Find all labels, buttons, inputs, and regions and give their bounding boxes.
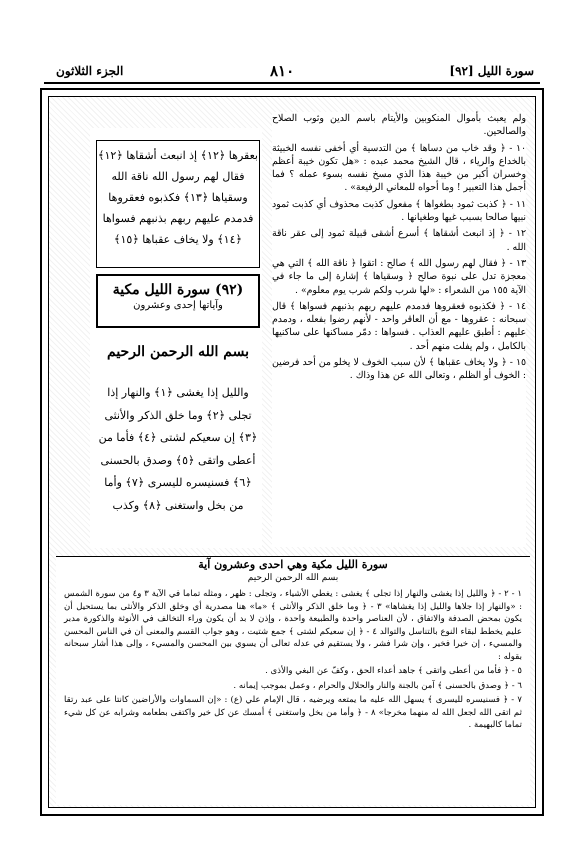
basmala: بسم الله الرحمن الرحيم [96,344,260,374]
surah-name: (٩٢) سورة الليل مكية [112,282,244,298]
surah-reference: سورة الليل [٩٢] [449,64,534,78]
commentary-paragraph: ولم يعبث بأموال المنكوبين والأيتام باسم الدين وثوب الصلاح والصالحين. [272,113,526,138]
surah-title-box [96,274,260,328]
commentary-paragraph: ١٥ - ﴿ ولا يخاف عقباها ﴾ لأن سبب الخوف لا يخلو من أحد فرضين : الخوف أو الظلم ، وتعالى الله عن هذا وذاك . [272,357,526,382]
commentary-paragraph: ١١ - ﴿ كذبت ثمود بطغواها ﴾ مفعول كذبت محذوف أي كذبت ثمود نبيها صالحا بسبب غيها وطغيانها . [272,198,526,224]
bottom-paragraph: ٦ - ﴿ وصدق بالحسنى ﴾ آمن بالجنة والنار والحلال والحرام ، وعمل بموجب إيمانه . [233,680,522,691]
commentary-paragraph: ١٢ - ﴿ إذ انبعث أشقاها ﴾ أسرع أشقى قبيلة ثمود إلى عقر ناقة الله . [272,228,526,253]
commentary-paragraph: ١٤ - ﴿ فكذبوه فعقروها فدمدم عليهم ربهم بذنبهم فسواها ﴾ قال سبحانه : عقروها - مع أن العاقر واحد - لأنهم رضوا بفعله ، ودمدم عليهم : أطبق عليهم العذاب . فسواها : دمّر مساكنها على ساكنيها بالكامل ، ولم يفلت منهم أحد . [272,300,526,352]
juz-label: الجزء الثلاثون [56,64,124,78]
commentary-paragraph: ١٠ - ﴿ وقد خاب من دساها ﴾ من التدسية أي أخفى نفسه الخبيثة بالخداع والرياء ، قال الشيخ محمد عبده : «هل تكون خيبة أعظم وخسران أكبر من خيبة هذا الذي مسخ نفسه بسوء عمله ؟ فما أجمل هذا التعبير ! وما أحواه للمعاني الرفيعة» . [272,142,526,194]
bottom-title: سورة الليل مكية وهي احدى وعشرون آية [198,558,388,571]
bottom-paragraph: ٥ - ﴿ فأما من أعطى واتقى ﴾ جاهد أعداء الحق ، وكفّ عن البغي والأذى . [265,666,522,676]
page-header [50,62,538,84]
surah-subtitle: وآياتها إحدى وعشرون [133,300,223,311]
commentary-column [272,112,526,547]
bottom-paragraph: ١ - ٢ - ﴿ والليل إذا يغشى والنهار إذا تجلى ﴾ يغشى : يغطي الأشياء ، وتجلى : ظهر ، ومثله تماما في الآية ٣ و٤ من سورة الشمس : «والنهار إذا جلاها والليل إذا يغشاها» ٣ - ﴿ وما خلق الذكر والأنثى ﴾ «ما» هنا مصدرية أي وخلق الذكر والأنثى بما يستحيل أن يكون بمحض الصدفة والاتفاق ، لأن العناصر واحدة والطبيعة واحدة ، وإذن لا بد أن يكون وراء التخالف في الأنوثة والذكورة مدبر عليم يخطط لبقاء النوع بالتناسل والتوالد ٤ - ﴿ إن سعيكم لشتى ﴾ جمع شتيت ، وهو جواب القسم والمعنى أن في الناس المحسن والمسيء ، إن خيرا فخير ، وإن شرا فشر ، ولا يستقيم في عدله تعالى أن يسوي بين المحسن والمسيء ، وإلى هذا أشار سبحانه بقوله : [64,589,522,662]
bottom-paragraph: ٧ - ﴿ فسنيسره لليسرى ﴾ يسهل الله عليه ما يمتعه ويرضيه ، قال الإمام علي (ع) : «إن السماوات والأراضين كانتا على عبد رتقا ثم اتقى الله لجعل الله له منهما مخرجا» ٨ - ﴿ وأما من بخل واستغنى ﴾ أمسك عن كل خير واكتفى بطعامه وشرابه عن كل شيء تماما كالبهيمة . [64,695,522,730]
page-number: ٨١٠ [270,62,295,80]
bottom-commentary [56,556,530,805]
verses-main: والليل إذا يغشى ﴿١﴾ والنهار إذا تجلى ﴿٢﴾ وما خلق الذكر والأنثى ﴿٣﴾ إن سعيكم لشتى ﴿٤﴾ فأما من أعطى واتقى ﴿٥﴾ وصدق بالحسنى ﴿٦﴾ فسنيسره لليسرى ﴿٧﴾ وأما من بخل واستغنى ﴿٨﴾ وكذب [96,382,260,544]
header-rule [44,82,540,84]
commentary-paragraph: ١٣ - ﴿ فقال لهم رسول الله ﴾ صالح : اتقوا ﴿ ناقة الله ﴾ التي هي معجزة تدل على نبوة صالح ﴿ وسقياها ﴾ إشارة إلى ما جاء في الآية ١٥٥ من الشعراء : «لها شرب ولكم شرب يوم معلوم» . [272,257,526,296]
verses-top: بعقرها ﴿١٢﴾ إذ انبعث أشقاها ﴿١٢﴾ فقال لهم رسول الله ناقة الله وسقياها ﴿١٣﴾ فكذبوه فعقروها فدمدم عليهم ربهم بذنبهم فسواها ﴿١٤﴾ ولا يخاف عقباها ﴿١٥﴾ [96,140,260,268]
bottom-basmala: بسم الله الرحمن الرحيم [247,572,339,583]
